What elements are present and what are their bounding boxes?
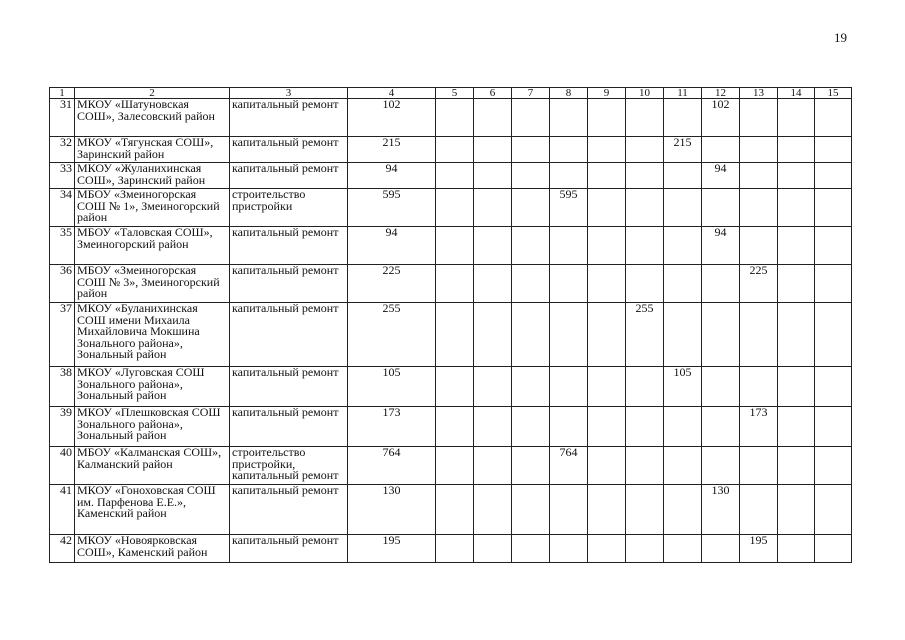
year-value [740,189,778,227]
col-header: 12 [702,88,740,99]
row-number: 36 [50,265,75,303]
row-number: 42 [50,535,75,563]
year-value [550,163,588,189]
total-value: 255 [348,303,436,367]
col-header: 14 [778,88,815,99]
year-value [626,535,664,563]
row-number: 39 [50,407,75,447]
row-number: 40 [50,447,75,485]
year-value [740,485,778,535]
col-header: 5 [436,88,474,99]
year-value [474,163,512,189]
year-value [550,535,588,563]
row-number: 41 [50,485,75,535]
total-value: 764 [348,447,436,485]
row-number: 38 [50,367,75,407]
year-value [436,485,474,535]
year-value [626,265,664,303]
year-value [436,163,474,189]
year-value [588,189,626,227]
year-value [664,99,702,137]
year-value [740,227,778,265]
year-value [512,265,550,303]
total-value: 225 [348,265,436,303]
year-value: 94 [702,163,740,189]
table-row [50,447,852,485]
year-value [550,99,588,137]
year-value [815,137,852,163]
year-value: 94 [702,227,740,265]
year-value [436,407,474,447]
year-value [740,163,778,189]
year-value [436,535,474,563]
year-value [474,367,512,407]
school-name: МКОУ «Луговская СОШ Зонального района», Зональный район [75,367,230,407]
year-value [815,407,852,447]
year-value: 173 [740,407,778,447]
year-value [588,535,626,563]
col-header: 9 [588,88,626,99]
row-number: 32 [50,137,75,163]
row-number: 33 [50,163,75,189]
total-value: 94 [348,227,436,265]
year-value [436,137,474,163]
year-value [702,303,740,367]
year-value [512,407,550,447]
year-value [702,447,740,485]
year-value [474,227,512,265]
table-row [50,189,852,227]
year-value [815,303,852,367]
year-value [815,447,852,485]
row-number: 37 [50,303,75,367]
col-header: 7 [512,88,550,99]
col-header: 3 [230,88,348,99]
year-value [474,137,512,163]
year-value [550,137,588,163]
work-type: капитальный ремонт [230,367,348,407]
table-row [50,99,852,137]
year-value [778,265,815,303]
col-header: 11 [664,88,702,99]
school-name: МКОУ «Гоноховская СОШ им. Парфенова Е.Е.», Каменский район [75,485,230,535]
year-value [436,189,474,227]
year-value [512,535,550,563]
year-value [664,189,702,227]
year-value [550,303,588,367]
year-value [588,163,626,189]
year-value [626,99,664,137]
col-header: 13 [740,88,778,99]
year-value [436,227,474,265]
year-value [778,535,815,563]
year-value [550,485,588,535]
year-value [664,227,702,265]
year-value [626,137,664,163]
table-row [50,485,852,535]
year-value [778,407,815,447]
year-value: 595 [550,189,588,227]
year-value [474,189,512,227]
total-value: 94 [348,163,436,189]
year-value [512,227,550,265]
year-value [550,367,588,407]
year-value [512,189,550,227]
school-name: МКОУ «Шатуновская СОШ», Залесовский район [75,99,230,137]
year-value [664,265,702,303]
year-value [815,189,852,227]
year-value [664,407,702,447]
year-value [664,535,702,563]
school-name: МКОУ «Буланихинская СОШ имени Михаила Михайловича Мокшина Зонального района», Зональный район [75,303,230,367]
work-type: капитальный ремонт [230,227,348,265]
year-value [474,447,512,485]
total-value: 215 [348,137,436,163]
col-header: 15 [815,88,852,99]
work-type: капитальный ремонт [230,485,348,535]
year-value [778,367,815,407]
year-value [588,407,626,447]
table-row [50,407,852,447]
col-header: 2 [75,88,230,99]
total-value: 173 [348,407,436,447]
total-value: 595 [348,189,436,227]
table-row [50,265,852,303]
row-number: 34 [50,189,75,227]
year-value [512,367,550,407]
year-value: 255 [626,303,664,367]
col-header: 1 [50,88,75,99]
year-value [702,535,740,563]
year-value: 195 [740,535,778,563]
table-row [50,137,852,163]
school-name: МКОУ «Тягунская СОШ», Заринский район [75,137,230,163]
year-value [778,99,815,137]
year-value [588,99,626,137]
year-value [474,485,512,535]
year-value [778,485,815,535]
year-value [474,407,512,447]
year-value [815,535,852,563]
header-row [50,88,852,99]
year-value [512,303,550,367]
year-value: 764 [550,447,588,485]
year-value [702,189,740,227]
year-value [436,265,474,303]
year-value [778,303,815,367]
school-name: МБОУ «Змеиногорская СОШ № 3», Змеиногорский район [75,265,230,303]
year-value [626,407,664,447]
schools-table [49,87,852,563]
year-value [588,447,626,485]
year-value [702,137,740,163]
year-value [474,99,512,137]
school-name: МБОУ «Калманская СОШ», Калманский район [75,447,230,485]
year-value [436,303,474,367]
year-value [474,535,512,563]
school-name: МБОУ «Змеиногорская СОШ № 1», Змеиногорский район [75,189,230,227]
year-value [512,137,550,163]
table-row [50,367,852,407]
year-value [474,303,512,367]
year-value: 102 [702,99,740,137]
year-value [815,265,852,303]
table-row [50,303,852,367]
work-type: строительство пристройки, капитальный ремонт [230,447,348,485]
year-value [588,137,626,163]
year-value [702,367,740,407]
table-row [50,535,852,563]
year-value [664,303,702,367]
work-type: капитальный ремонт [230,137,348,163]
year-value [740,99,778,137]
page-number: 19 [834,30,847,45]
work-type: капитальный ремонт [230,407,348,447]
work-type: капитальный ремонт [230,535,348,563]
year-value [778,163,815,189]
year-value [626,163,664,189]
year-value [815,163,852,189]
year-value [436,99,474,137]
total-value: 195 [348,535,436,563]
year-value [512,99,550,137]
work-type: капитальный ремонт [230,265,348,303]
year-value [815,227,852,265]
year-value [815,367,852,407]
year-value [626,447,664,485]
year-value [626,227,664,265]
year-value [588,367,626,407]
year-value [815,99,852,137]
work-type: капитальный ремонт [230,303,348,367]
year-value [474,265,512,303]
year-value [702,265,740,303]
year-value [626,485,664,535]
school-name: МКОУ «Жуланихинская СОШ», Заринский район [75,163,230,189]
col-header: 8 [550,88,588,99]
row-number: 35 [50,227,75,265]
work-type: строительство пристройки [230,189,348,227]
total-value: 102 [348,99,436,137]
year-value [778,227,815,265]
year-value [778,189,815,227]
year-value [778,137,815,163]
year-value [626,367,664,407]
work-type: капитальный ремонт [230,99,348,137]
year-value [512,163,550,189]
school-name: МКОУ «Новоярковская СОШ», Каменский район [75,535,230,563]
col-header: 10 [626,88,664,99]
row-number: 31 [50,99,75,137]
year-value: 225 [740,265,778,303]
year-value [588,227,626,265]
year-value [740,137,778,163]
year-value [815,485,852,535]
col-header: 4 [348,88,436,99]
year-value [512,485,550,535]
year-value [664,163,702,189]
year-value: 215 [664,137,702,163]
year-value [436,367,474,407]
table-row [50,227,852,265]
school-name: МБОУ «Таловская СОШ», Змеиногорский район [75,227,230,265]
year-value [740,303,778,367]
year-value [664,485,702,535]
year-value [740,447,778,485]
year-value: 105 [664,367,702,407]
year-value [512,447,550,485]
year-value [550,227,588,265]
year-value [664,447,702,485]
year-value [588,265,626,303]
work-type: капитальный ремонт [230,163,348,189]
year-value [702,407,740,447]
total-value: 130 [348,485,436,535]
year-value: 130 [702,485,740,535]
col-header: 6 [474,88,512,99]
total-value: 105 [348,367,436,407]
table-row [50,163,852,189]
year-value [588,303,626,367]
year-value [550,407,588,447]
year-value [740,367,778,407]
year-value [778,447,815,485]
year-value [436,447,474,485]
year-value [626,189,664,227]
year-value [588,485,626,535]
year-value [550,265,588,303]
school-name: МКОУ «Плешковская СОШ Зонального района», Зональный район [75,407,230,447]
